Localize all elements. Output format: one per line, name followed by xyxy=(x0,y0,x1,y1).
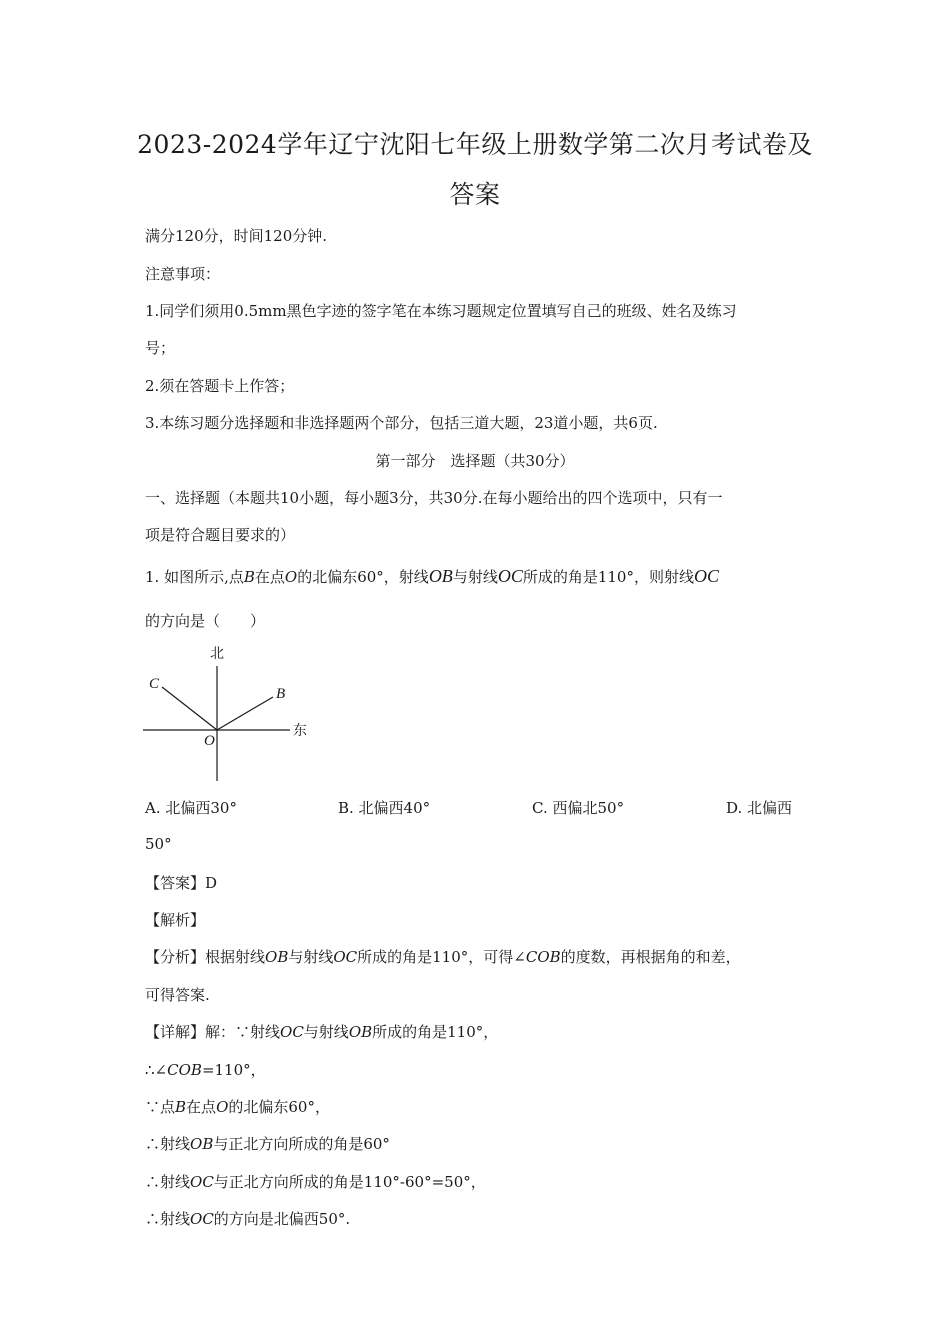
fenxi-var-cob: COB xyxy=(525,948,561,966)
detail-text-1: 【详解】解：∵射线 xyxy=(145,1023,281,1041)
section-instructions-cont: 项是符合题目要求的） xyxy=(145,526,296,544)
question-1-stem xyxy=(145,566,719,587)
north-label: 北 xyxy=(210,646,224,662)
point-o-label: O xyxy=(204,733,215,749)
notice-heading: 注意事项： xyxy=(145,265,221,283)
q1-text-4: 与射线 xyxy=(452,568,498,586)
q1-ray-ob: OB xyxy=(428,566,453,586)
step2-text-3: 的北偏东60°， xyxy=(228,1098,330,1116)
q1-text-2: 在点 xyxy=(254,568,285,586)
question-1-stem-cont: 的方向是（ ） xyxy=(145,612,266,630)
step4-var-oc: OC xyxy=(190,1173,214,1191)
step3-var-ob: OB xyxy=(190,1135,214,1153)
point-b-label: B xyxy=(276,686,286,702)
detail-text-2: 与射线 xyxy=(303,1023,349,1041)
analysis-fenxi-cont: 可得答案. xyxy=(145,986,210,1004)
fenxi-text-1: 【分析】根据射线 xyxy=(145,948,266,966)
section-instructions: 一、选择题（本题共10小题，每小题3分，共30分.在每小题给出的四个选项中，只有一 xyxy=(145,489,723,507)
fenxi-text-4: 的度数，再根据角的和差， xyxy=(560,948,741,966)
point-c-label: C xyxy=(149,676,160,692)
part1-heading: 第一部分 选择题（共30分） xyxy=(375,452,575,470)
detail-var-oc: OC xyxy=(280,1023,304,1041)
compass-direction-figure xyxy=(138,640,318,785)
analysis-fenxi xyxy=(145,946,741,967)
option-b: B. 北偏西40° xyxy=(338,799,431,817)
analysis-heading: 【解析】 xyxy=(145,911,206,929)
answer-line: 【答案】D xyxy=(145,874,218,892)
document-title-line1: 2023-2024学年辽宁沈阳七年级上册数学第二次月考试卷及 xyxy=(137,130,813,159)
detail-step-4 xyxy=(145,1171,486,1192)
east-label: 东 xyxy=(293,723,307,739)
step3-text-1: ∴射线 xyxy=(145,1135,191,1153)
step4-text-1: ∴射线 xyxy=(145,1173,191,1191)
score-info: 满分120分，时间120分钟. xyxy=(145,227,328,245)
step3-text-2: 与正北方向所成的角是60° xyxy=(213,1135,390,1153)
fenxi-text-3: 所成的角是110°，可得∠ xyxy=(357,948,526,966)
detail-text-3: 所成的角是110°， xyxy=(372,1023,499,1041)
q1-text-3: 的北偏东60°，射线 xyxy=(297,568,429,586)
ray-oc xyxy=(162,687,217,730)
option-c: C. 西偏北50° xyxy=(532,799,625,817)
step2-text-2: 在点 xyxy=(186,1098,217,1116)
ray-ob xyxy=(217,697,273,730)
notice-item-3: 3.本练习题分选择题和非选择题两个部分，包括三道大题，23道小题，共6页. xyxy=(145,414,658,432)
option-d: D. 北偏西 xyxy=(726,799,793,817)
fenxi-var-ob: OB xyxy=(265,948,289,966)
step5-text-1: ∴射线 xyxy=(145,1210,191,1228)
q1-ray-oc: OC xyxy=(497,566,523,586)
q1-text-1: 1. 如图所示,点 xyxy=(145,568,244,586)
q1-var-o: O xyxy=(284,568,298,586)
q1-text-5: 所成的角是110°，则射线 xyxy=(522,568,694,586)
detail-step-3 xyxy=(145,1133,390,1154)
detail-step-2 xyxy=(145,1096,330,1117)
option-a: A. 北偏西30° xyxy=(145,799,237,817)
fenxi-text-2: 与射线 xyxy=(288,948,334,966)
step5-var-oc: OC xyxy=(190,1210,214,1228)
step2-var-o: O xyxy=(216,1098,229,1116)
detail-var-ob: OB xyxy=(348,1023,373,1041)
step1-text-2: =110°， xyxy=(201,1061,266,1079)
notice-item-1: 1.同学们须用0.5mm黑色字迹的签字笔在本练习题规定位置填写自己的班级、姓名及练习 xyxy=(145,302,737,320)
step5-text-2: 的方向是北偏西50°. xyxy=(213,1210,351,1228)
detail-step-1 xyxy=(145,1059,266,1080)
notice-item-1-cont: 号； xyxy=(145,339,176,357)
detail-step-5 xyxy=(145,1208,350,1229)
step4-text-2: 与正北方向所成的角是110°-60°=50°， xyxy=(213,1173,486,1191)
detail-line-1 xyxy=(145,1021,498,1042)
q1-ray-oc-2: OC xyxy=(693,566,719,586)
notice-item-2: 2.须在答题卡上作答； xyxy=(145,377,295,395)
step2-text-1: ∵点 xyxy=(145,1098,176,1116)
q1-var-b: B xyxy=(243,568,255,586)
step1-text-1: ∴∠ xyxy=(145,1061,168,1079)
option-d-cont: 50° xyxy=(145,835,172,853)
step2-var-b: B xyxy=(175,1098,187,1116)
step1-var-cob: COB xyxy=(167,1061,202,1079)
fenxi-var-oc: OC xyxy=(333,948,358,966)
document-title-line2: 答案 xyxy=(449,180,501,209)
